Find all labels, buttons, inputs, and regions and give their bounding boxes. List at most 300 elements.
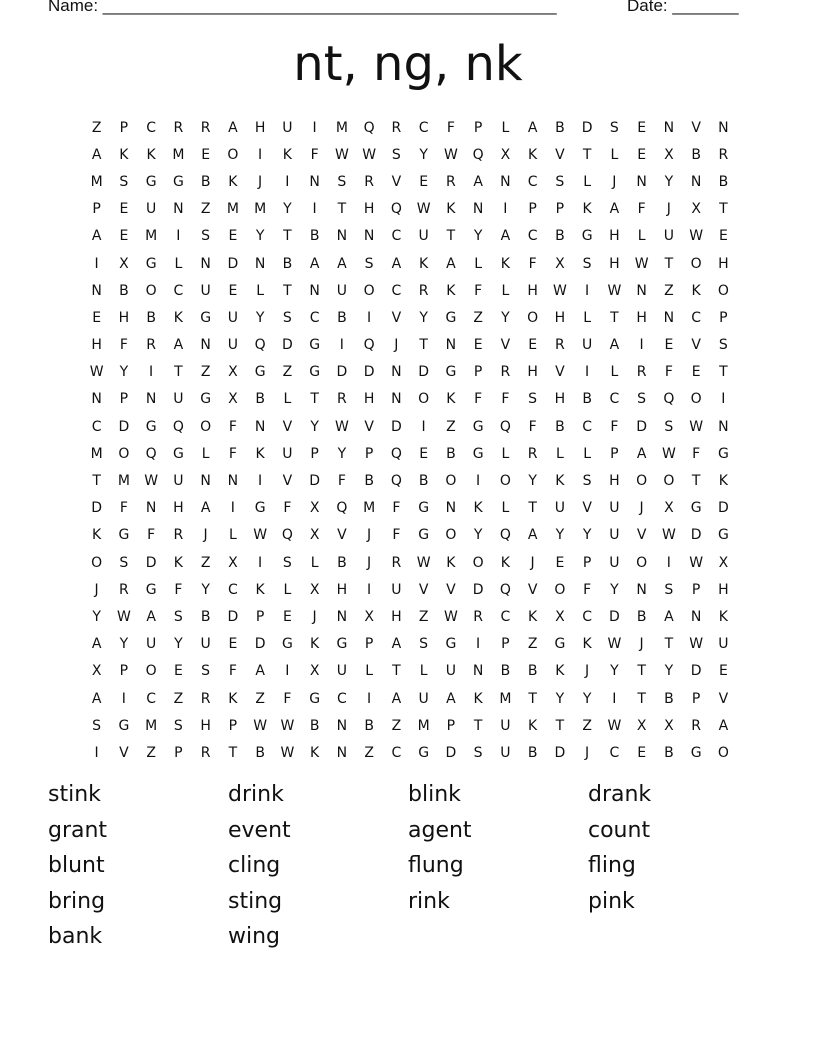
- grid-letter: Q: [363, 119, 375, 136]
- grid-letter: R: [173, 119, 184, 136]
- grid-letter: F: [392, 500, 401, 517]
- grid-letter: N: [200, 473, 211, 490]
- grid-letter: L: [256, 282, 265, 299]
- grid-letter: Y: [310, 418, 319, 435]
- grid-letter: C: [609, 391, 620, 408]
- grid-letter: K: [446, 282, 456, 299]
- grid-letter: R: [364, 173, 374, 190]
- grid-letter: F: [174, 581, 183, 598]
- grid-letter: M: [172, 146, 185, 163]
- grid-letter: R: [173, 527, 184, 544]
- grid-letter: P: [501, 636, 510, 653]
- grid-letter: Y: [664, 173, 674, 190]
- word-list-item: rink: [408, 888, 450, 914]
- grid-letter: N: [145, 500, 157, 517]
- grid-letter: G: [309, 337, 321, 354]
- grid-letter: Z: [446, 418, 456, 435]
- word-list-item: bring: [48, 888, 106, 914]
- grid-letter: I: [230, 500, 235, 517]
- grid-row: [83, 658, 738, 685]
- grid-letter: G: [254, 500, 266, 517]
- word-list-item: stink: [48, 782, 101, 807]
- grid-letter: V: [555, 364, 565, 381]
- grid-letter: S: [609, 119, 619, 136]
- grid-letter: T: [392, 663, 401, 680]
- grid-letter: Y: [419, 309, 428, 326]
- grid-letter: F: [610, 418, 619, 435]
- grid-letter: J: [585, 744, 590, 761]
- grid-letter: A: [391, 255, 402, 272]
- grid-row: [83, 712, 738, 739]
- grid-letter: C: [173, 282, 184, 299]
- grid-letter: L: [474, 255, 483, 272]
- grid-letter: H: [336, 581, 348, 598]
- grid-letter: I: [258, 473, 263, 490]
- grid-letter: R: [555, 337, 565, 354]
- grid-letter: O: [363, 282, 375, 299]
- grid-letter: G: [118, 527, 130, 544]
- grid-letter: J: [666, 201, 671, 218]
- grid-letter: W: [661, 527, 676, 544]
- grid-letter: N: [336, 608, 348, 625]
- grid-letter: W: [552, 282, 567, 299]
- grid-letter: Y: [555, 527, 565, 544]
- grid-letter: F: [528, 255, 537, 272]
- grid-letter: M: [417, 717, 430, 734]
- grid-row: [83, 114, 738, 141]
- grid-letter: Y: [582, 527, 592, 544]
- grid-row: [83, 141, 738, 168]
- grid-letter: R: [146, 337, 156, 354]
- grid-row: [83, 250, 738, 277]
- grid-letter: L: [583, 173, 592, 190]
- grid-letter: P: [582, 554, 592, 571]
- grid-letter: P: [528, 201, 537, 218]
- grid-letter: L: [419, 663, 428, 680]
- grid-letter: V: [119, 744, 129, 761]
- grid-letter: L: [610, 364, 619, 381]
- grid-letter: H: [636, 309, 647, 326]
- grid-letter: N: [500, 173, 511, 190]
- grid-letter: V: [500, 337, 511, 354]
- grid-letter: K: [691, 282, 701, 299]
- grid-letter: Y: [473, 527, 483, 544]
- grid-letter: N: [336, 744, 348, 761]
- grid-letter: Y: [337, 445, 347, 462]
- word-list-item: event: [228, 817, 291, 843]
- grid-letter: H: [363, 201, 375, 218]
- word-list-item: wing: [228, 924, 281, 949]
- grid-letter: Q: [472, 146, 484, 163]
- word-list-item: drink: [228, 782, 284, 807]
- grid-letter: K: [173, 554, 183, 571]
- grid-letter: Z: [391, 717, 402, 734]
- grid-letter: U: [445, 663, 456, 680]
- grid-letter: F: [228, 445, 237, 462]
- grid-letter: D: [118, 418, 130, 435]
- name-field-label: Name: ________________________________________________: [48, 0, 557, 15]
- grid-letter: B: [555, 228, 565, 245]
- grid-letter: S: [419, 636, 429, 653]
- grid-letter: Y: [528, 473, 537, 490]
- grid-letter: Z: [255, 690, 265, 707]
- grid-letter: U: [500, 744, 511, 761]
- grid-letter: N: [336, 717, 348, 734]
- grid-letter: B: [200, 608, 211, 625]
- grid-letter: B: [282, 255, 293, 272]
- grid-letter: B: [119, 282, 129, 299]
- grid-letter: L: [583, 445, 592, 462]
- grid-letter: S: [282, 309, 292, 326]
- grid-letter: I: [94, 744, 99, 761]
- grid-letter: B: [364, 717, 374, 734]
- grid-letter: W: [362, 146, 377, 163]
- grid-letter: P: [473, 119, 483, 136]
- grid-letter: K: [446, 201, 456, 218]
- grid-letter: W: [253, 527, 268, 544]
- grid-letter: P: [228, 717, 238, 734]
- grid-letter: T: [283, 228, 292, 245]
- grid-letter: I: [149, 364, 154, 381]
- grid-letter: F: [283, 690, 292, 707]
- grid-letter: R: [473, 608, 483, 625]
- grid-letter: B: [527, 663, 538, 680]
- grid-letter: T: [637, 690, 646, 707]
- grid-letter: N: [690, 173, 702, 190]
- grid-letter: C: [391, 744, 402, 761]
- grid-row: [83, 304, 738, 331]
- grid-letter: C: [146, 690, 157, 707]
- grid-letter: N: [336, 228, 348, 245]
- grid-letter: K: [473, 690, 483, 707]
- grid-letter: K: [255, 445, 265, 462]
- grid-letter: M: [226, 201, 239, 218]
- grid-letter: Q: [390, 201, 402, 218]
- grid-letter: O: [690, 255, 702, 272]
- grid-letter: J: [312, 608, 317, 625]
- word-list-item: blink: [408, 782, 461, 807]
- grid-letter: Q: [363, 337, 375, 354]
- grid-letter: K: [555, 473, 565, 490]
- grid-letter: W: [689, 418, 704, 435]
- grid-letter: T: [582, 146, 592, 163]
- grid-letter: C: [309, 309, 320, 326]
- grid-row: [83, 277, 738, 304]
- grid-letter: L: [501, 282, 510, 299]
- grid-letter: W: [689, 636, 704, 653]
- grid-letter: Z: [527, 636, 538, 653]
- grid-letter: O: [472, 554, 484, 571]
- grid-letter: C: [500, 608, 511, 625]
- grid-letter: Z: [200, 201, 211, 218]
- grid-row: [83, 685, 738, 712]
- grid-letter: X: [228, 554, 238, 571]
- grid-letter: X: [228, 364, 238, 381]
- grid-row: [83, 739, 738, 766]
- grid-letter: D: [690, 663, 702, 680]
- grid-letter: H: [363, 391, 375, 408]
- word-list-item: cling: [228, 853, 281, 878]
- grid-letter: S: [201, 663, 211, 680]
- grid-letter: B: [255, 391, 265, 408]
- grid-letter: E: [228, 282, 238, 299]
- grid-letter: W: [607, 717, 622, 734]
- grid-letter: G: [145, 581, 157, 598]
- grid-letter: M: [90, 173, 103, 190]
- grid-letter: X: [309, 581, 320, 598]
- word-list-item: count: [588, 817, 651, 843]
- grid-letter: Q: [254, 337, 266, 354]
- grid-letter: I: [612, 690, 617, 707]
- grid-letter: F: [310, 146, 319, 163]
- grid-letter: V: [555, 146, 565, 163]
- grid-letter: D: [390, 418, 402, 435]
- grid-letter: H: [91, 337, 102, 354]
- grid-letter: I: [367, 309, 372, 326]
- grid-letter: B: [691, 146, 701, 163]
- grid-letter: K: [282, 146, 292, 163]
- grid-letter: Z: [364, 744, 374, 761]
- grid-letter: D: [717, 500, 729, 517]
- grid-letter: A: [337, 255, 347, 272]
- grid-letter: N: [718, 119, 729, 136]
- grid-letter: T: [691, 473, 701, 490]
- grid-letter: I: [721, 391, 726, 408]
- grid-letter: C: [691, 309, 702, 326]
- grid-letter: X: [664, 146, 674, 163]
- grid-letter: Y: [664, 663, 674, 680]
- grid-letter: Q: [390, 473, 402, 490]
- grid-letter: U: [200, 636, 211, 653]
- grid-letter: O: [118, 445, 130, 462]
- grid-letter: Y: [610, 663, 619, 680]
- word-list: [48, 780, 768, 958]
- grid-letter: A: [200, 500, 211, 517]
- grid-letter: G: [309, 364, 321, 381]
- grid-letter: G: [717, 445, 729, 462]
- grid-letter: N: [91, 391, 102, 408]
- grid-letter: J: [530, 554, 535, 571]
- grid-letter: B: [555, 418, 565, 435]
- grid-letter: J: [585, 663, 590, 680]
- grid-letter: S: [528, 391, 538, 408]
- grid-letter: A: [446, 690, 456, 707]
- grid-letter: G: [445, 364, 457, 381]
- grid-letter: G: [200, 391, 212, 408]
- grid-letter: R: [446, 173, 456, 190]
- grid-letter: S: [337, 173, 347, 190]
- grid-letter: D: [608, 608, 620, 625]
- grid-letter: K: [255, 581, 265, 598]
- grid-letter: J: [612, 173, 617, 190]
- grid-letter: S: [119, 554, 129, 571]
- grid-letter: L: [637, 228, 646, 245]
- grid-letter: U: [663, 228, 674, 245]
- grid-letter: W: [280, 744, 295, 761]
- grid-letter: E: [637, 119, 647, 136]
- grid-letter: T: [337, 201, 347, 218]
- grid-letter: X: [364, 608, 374, 625]
- grid-letter: H: [609, 228, 620, 245]
- grid-letter: U: [609, 554, 620, 571]
- grid-letter: Z: [473, 309, 483, 326]
- grid-letter: Z: [582, 717, 592, 734]
- grid-letter: A: [228, 119, 238, 136]
- grid-letter: S: [637, 391, 647, 408]
- grid-letter: Y: [174, 636, 183, 653]
- grid-letter: O: [499, 473, 511, 490]
- grid-letter: E: [528, 337, 538, 354]
- grid-letter: A: [146, 608, 156, 625]
- grid-letter: D: [145, 554, 157, 571]
- grid-letter: N: [445, 337, 457, 354]
- grid-letter: Z: [664, 282, 674, 299]
- grid-letter: S: [92, 717, 102, 734]
- grid-letter: Z: [173, 690, 184, 707]
- grid-letter: L: [174, 255, 183, 272]
- grid-letter: G: [336, 636, 348, 653]
- grid-letter: F: [664, 364, 673, 381]
- grid-letter: V: [282, 473, 293, 490]
- grid-letter: W: [607, 282, 622, 299]
- grid-letter: P: [691, 690, 701, 707]
- grid-letter: Y: [501, 309, 510, 326]
- grid-letter: D: [91, 500, 103, 517]
- grid-letter: O: [717, 282, 729, 299]
- grid-letter: L: [201, 445, 210, 462]
- grid-letter: G: [445, 309, 457, 326]
- grid-letter: I: [585, 282, 590, 299]
- grid-letter: B: [718, 173, 729, 190]
- grid-letter: G: [200, 309, 212, 326]
- grid-letter: J: [367, 527, 372, 544]
- grid-letter: Q: [145, 445, 157, 462]
- grid-letter: K: [228, 173, 238, 190]
- grid-letter: A: [391, 690, 402, 707]
- word-list-item: bank: [48, 924, 103, 949]
- grid-letter: E: [228, 636, 238, 653]
- grid-letter: C: [609, 744, 620, 761]
- grid-letter: D: [281, 337, 293, 354]
- grid-letter: A: [91, 146, 102, 163]
- grid-letter: N: [200, 337, 211, 354]
- grid-letter: E: [664, 337, 674, 354]
- grid-letter: K: [419, 255, 429, 272]
- grid-letter: M: [499, 690, 512, 707]
- grid-letter: A: [500, 228, 511, 245]
- grid-letter: B: [555, 119, 565, 136]
- grid-letter: I: [585, 364, 590, 381]
- grid-letter: L: [610, 146, 619, 163]
- grid-letter: G: [690, 500, 702, 517]
- grid-row: [83, 223, 738, 250]
- grid-row: [83, 467, 738, 494]
- grid-letter: A: [391, 636, 402, 653]
- grid-letter: O: [445, 527, 457, 544]
- grid-letter: G: [445, 636, 457, 653]
- grid-row: [83, 549, 738, 576]
- grid-letter: R: [200, 690, 211, 707]
- grid-letter: N: [91, 282, 102, 299]
- grid-row: [83, 196, 738, 223]
- grid-letter: O: [227, 146, 239, 163]
- grid-letter: R: [119, 581, 129, 598]
- grid-letter: Y: [610, 581, 619, 598]
- grid-letter: B: [200, 173, 211, 190]
- grid-letter: O: [527, 309, 539, 326]
- grid-letter: S: [173, 717, 183, 734]
- grid-letter: T: [528, 690, 537, 707]
- grid-letter: N: [145, 391, 157, 408]
- grid-letter: G: [145, 418, 157, 435]
- grid-letter: S: [391, 146, 401, 163]
- grid-letter: N: [173, 201, 184, 218]
- grid-letter: X: [309, 527, 320, 544]
- grid-letter: T: [446, 228, 456, 245]
- grid-letter: T: [528, 500, 537, 517]
- grid-letter: G: [281, 636, 293, 653]
- grid-letter: X: [91, 663, 102, 680]
- grid-letter: D: [472, 581, 484, 598]
- grid-letter: U: [609, 500, 620, 517]
- grid-letter: L: [583, 309, 592, 326]
- word-list-item: agent: [408, 817, 472, 843]
- grid-letter: R: [500, 364, 511, 381]
- grid-letter: P: [255, 608, 265, 625]
- grid-letter: I: [367, 581, 372, 598]
- grid-letter: V: [337, 527, 347, 544]
- grid-letter: B: [664, 744, 674, 761]
- grid-letter: L: [365, 663, 374, 680]
- grid-letter: A: [309, 255, 320, 272]
- grid-letter: E: [473, 337, 483, 354]
- grid-letter: N: [690, 608, 702, 625]
- grid-letter: S: [664, 418, 674, 435]
- grid-letter: F: [528, 418, 537, 435]
- grid-letter: Z: [200, 364, 211, 381]
- grid-letter: A: [527, 119, 538, 136]
- grid-letter: T: [283, 282, 292, 299]
- grid-letter: C: [146, 119, 157, 136]
- grid-letter: B: [527, 744, 538, 761]
- grid-letter: S: [119, 173, 129, 190]
- grid-letter: J: [203, 527, 208, 544]
- grid-letter: G: [554, 636, 566, 653]
- grid-letter: F: [392, 527, 401, 544]
- grid-letter: Y: [119, 636, 129, 653]
- grid-letter: R: [418, 282, 429, 299]
- grid-letter: W: [661, 445, 676, 462]
- grid-letter: V: [364, 418, 374, 435]
- grid-letter: Z: [282, 364, 293, 381]
- grid-letter: E: [718, 663, 728, 680]
- grid-letter: Q: [499, 527, 511, 544]
- grid-letter: S: [173, 608, 183, 625]
- grid-letter: E: [637, 744, 647, 761]
- grid-letter: N: [309, 173, 320, 190]
- grid-row: [83, 168, 738, 195]
- grid-letter: U: [554, 500, 565, 517]
- grid-letter: Z: [418, 608, 429, 625]
- grid-letter: I: [312, 119, 317, 136]
- grid-letter: B: [636, 608, 647, 625]
- grid-letter: N: [663, 119, 675, 136]
- grid-letter: D: [554, 744, 566, 761]
- grid-letter: K: [528, 717, 538, 734]
- grid-letter: P: [92, 201, 101, 218]
- grid-letter: Q: [663, 391, 675, 408]
- grid-letter: L: [283, 391, 292, 408]
